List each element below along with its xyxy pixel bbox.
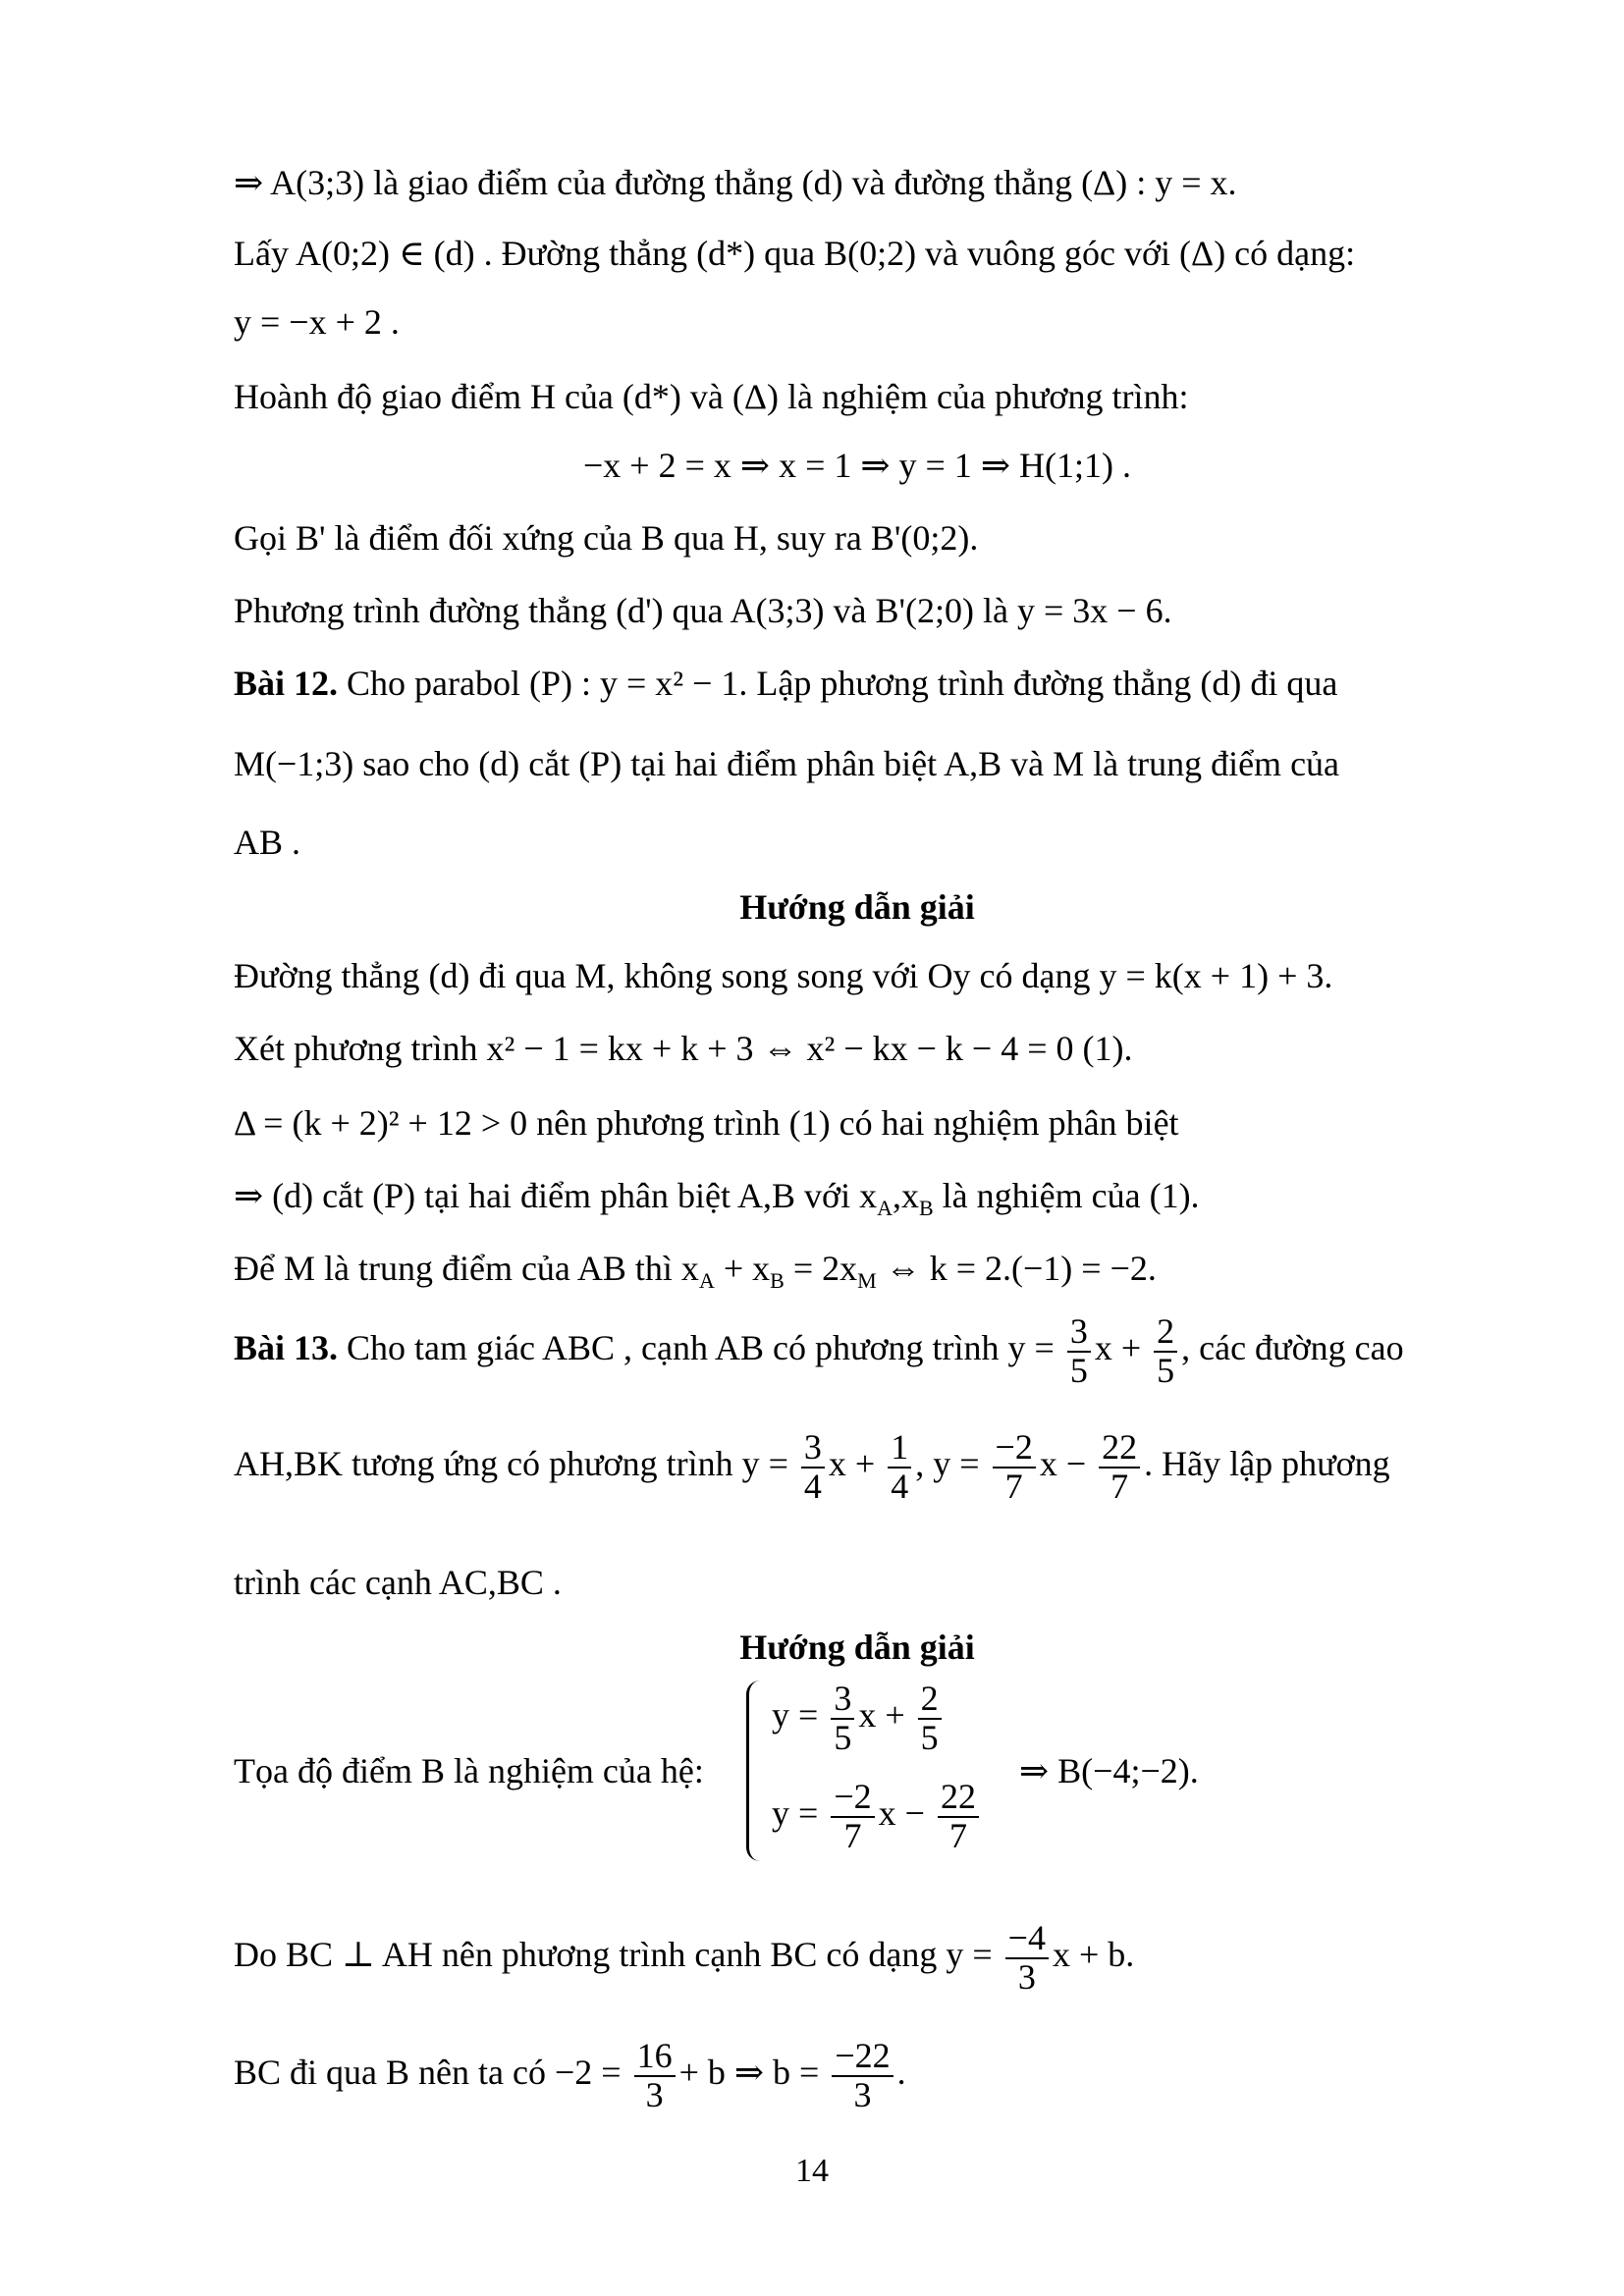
solution-13-line-1: Tọa độ điểm B là nghiệm của hệ: bbox=[234, 1751, 704, 1790]
denominator: 7 bbox=[843, 1815, 862, 1855]
denominator: 5 bbox=[1157, 1350, 1175, 1390]
numerator: 3 bbox=[831, 1681, 854, 1720]
document-page bbox=[234, 0, 1481, 2296]
l21-b: + b ⇒ b = bbox=[678, 2053, 820, 2093]
problem-12-line-3: AB . bbox=[234, 823, 301, 862]
text-line-6: Gọi B' là điểm đối xứng của B qua H, suy ra B'(0;2). bbox=[234, 518, 979, 558]
fraction-minus2-7 bbox=[993, 1429, 1036, 1506]
fraction-3-4 bbox=[801, 1429, 825, 1506]
denominator: 3 bbox=[645, 2074, 664, 2114]
solution-13-result-b: ⇒ B(−4;−2). bbox=[1019, 1751, 1199, 1790]
page-number: 14 bbox=[795, 2153, 829, 2189]
denominator: 7 bbox=[1004, 1466, 1023, 1506]
l14-mid: ,x bbox=[892, 1176, 919, 1215]
sys-r2-b: x − bbox=[878, 1793, 925, 1834]
solution-12-line-4 bbox=[234, 1178, 1200, 1219]
problem-13-line-3: trình các cạnh AC,BC . bbox=[234, 1563, 562, 1602]
text-line-1: ⇒ A(3;3) là giao điểm của đường thẳng (d) và đường thẳng (Δ) : y = x. bbox=[234, 163, 1237, 202]
numerator: 22 bbox=[938, 1779, 979, 1818]
problem-12-line-1 bbox=[234, 666, 1337, 701]
denominator: 3 bbox=[853, 2074, 872, 2114]
sys-fraction-3-5 bbox=[831, 1681, 854, 1757]
l14-sub-a: A bbox=[877, 1196, 893, 1221]
numerator: −4 bbox=[1005, 1920, 1049, 1959]
denominator: 4 bbox=[803, 1466, 822, 1506]
fraction-3-5 bbox=[1067, 1313, 1091, 1390]
sys-r1-b: x + bbox=[858, 1695, 905, 1735]
l14-text: ⇒ (d) cắt (P) tại hai điểm phân biệt A,B với x bbox=[234, 1176, 878, 1215]
problem-12-line-2: M(−1;3) sao cho (d) cắt (P) tại hai điểm phân biệt A,B và M là trung điểm của bbox=[234, 744, 1340, 783]
solution-13-line-2 bbox=[234, 1920, 1134, 1997]
numerator: −2 bbox=[831, 1779, 874, 1818]
solution-heading-1: Hướng dẫn giải bbox=[739, 887, 975, 927]
denominator: 7 bbox=[1110, 1466, 1129, 1506]
problem-13-line-2 bbox=[234, 1429, 1390, 1506]
sys-r2-a: y = bbox=[772, 1793, 819, 1834]
numerator: −22 bbox=[832, 2038, 893, 2077]
denominator: 7 bbox=[948, 1815, 967, 1855]
sys-fraction-2-5 bbox=[918, 1681, 942, 1757]
sys-fraction-22-7 bbox=[938, 1779, 979, 1855]
l14-sub-b: B bbox=[918, 1196, 934, 1221]
l15-sub-b: B bbox=[770, 1268, 785, 1294]
text-line-3: y = −x + 2 . bbox=[234, 302, 400, 342]
solution-12-line-5 bbox=[234, 1251, 1157, 1292]
l15-c: = 2x bbox=[784, 1249, 858, 1288]
numerator: 2 bbox=[918, 1681, 942, 1720]
system-row-1 bbox=[772, 1681, 946, 1757]
denominator: 5 bbox=[834, 1717, 852, 1757]
fraction-minus4-3 bbox=[1005, 1920, 1049, 1997]
p13-l2-d: x − bbox=[1039, 1444, 1087, 1484]
solution-12-line-1: Đường thẳng (d) đi qua M, không song song với Oy có dạng y = k(x + 1) + 3. bbox=[234, 956, 1333, 995]
l15-a: Để M là trung điểm của AB thì x bbox=[234, 1249, 699, 1288]
p13-b: x + bbox=[1094, 1328, 1142, 1368]
solution-heading-2: Hướng dẫn giải bbox=[739, 1628, 975, 1667]
sys-r1-a: y = bbox=[772, 1695, 819, 1735]
denominator: 3 bbox=[1017, 1956, 1036, 1997]
system-row-2 bbox=[772, 1779, 983, 1855]
l15-d: ⇔ k = 2.(−1) = −2. bbox=[876, 1249, 1157, 1288]
denominator: 4 bbox=[891, 1466, 909, 1506]
problem-13-label: Bài 13. bbox=[234, 1328, 339, 1368]
numerator: −2 bbox=[993, 1429, 1036, 1468]
fraction-1-4 bbox=[888, 1429, 911, 1506]
numerator: 22 bbox=[1099, 1429, 1140, 1468]
brace-icon bbox=[746, 1681, 765, 1861]
l15-b: + x bbox=[714, 1249, 771, 1288]
numerator: 16 bbox=[634, 2038, 676, 2077]
numerator: 2 bbox=[1154, 1313, 1177, 1353]
l21-a: BC đi qua B nên ta có −2 = bbox=[234, 2053, 622, 2093]
l21-c: . bbox=[896, 2053, 906, 2093]
p13-l2-b: x + bbox=[828, 1444, 876, 1484]
numerator: 1 bbox=[888, 1429, 911, 1468]
l14-end: là nghiệm của (1). bbox=[933, 1176, 1200, 1215]
l15-sub-m: M bbox=[857, 1268, 877, 1294]
fraction-22-7 bbox=[1099, 1429, 1140, 1506]
p13-a: Cho tam giác ABC , cạnh AB có phương trình y = bbox=[347, 1328, 1055, 1368]
p13-l2-a: AH,BK tương ứng có phương trình y = bbox=[234, 1444, 788, 1484]
problem-12-label: Bài 12. bbox=[234, 664, 339, 703]
fraction-minus22-3 bbox=[832, 2038, 893, 2114]
numerator: 3 bbox=[801, 1429, 825, 1468]
sys-fraction-minus2-7 bbox=[831, 1779, 874, 1855]
l15-sub-a: A bbox=[698, 1268, 715, 1294]
problem-12-text: Cho parabol (P) : y = x² − 1. Lập phương trình đường thẳng (d) đi qua bbox=[347, 664, 1338, 703]
l20-b: x + b. bbox=[1052, 1935, 1135, 1975]
text-line-4: Hoành độ giao điểm H của (d*) và (Δ) là nghiệm của phương trình: bbox=[234, 377, 1189, 416]
p13-l2-e: . Hãy lập phương bbox=[1144, 1444, 1390, 1484]
fraction-16-3 bbox=[634, 2038, 676, 2114]
numerator: 3 bbox=[1067, 1313, 1091, 1353]
solution-12-line-3: Δ = (k + 2)² + 12 > 0 nên phương trình (1) có hai nghiệm phân biệt bbox=[234, 1103, 1179, 1143]
denominator: 5 bbox=[1069, 1350, 1088, 1390]
problem-13-line-1 bbox=[234, 1313, 1404, 1390]
equation-line-5: −x + 2 = x ⇒ x = 1 ⇒ y = 1 ⇒ H(1;1) . bbox=[583, 446, 1131, 485]
fraction-2-5 bbox=[1154, 1313, 1177, 1390]
solution-13-line-3 bbox=[234, 2038, 906, 2114]
solution-12-line-2: Xét phương trình x² − 1 = kx + k + 3 ⇔ x² − kx − k − 4 = 0 (1). bbox=[234, 1029, 1133, 1068]
p13-c: , các đường cao bbox=[1181, 1328, 1404, 1368]
text-line-7: Phương trình đường thẳng (d') qua A(3;3) và B'(2;0) là y = 3x − 6. bbox=[234, 591, 1172, 630]
p13-l2-c: , y = bbox=[915, 1444, 980, 1484]
denominator: 5 bbox=[920, 1717, 939, 1757]
text-line-2: Lấy A(0;2) ∈ (d) . Đường thẳng (d*) qua B(0;2) và vuông góc với (Δ) có dạng: bbox=[234, 234, 1356, 273]
l20-a: Do BC ⊥ AH nên phương trình cạnh BC có dạng y = bbox=[234, 1935, 993, 1975]
